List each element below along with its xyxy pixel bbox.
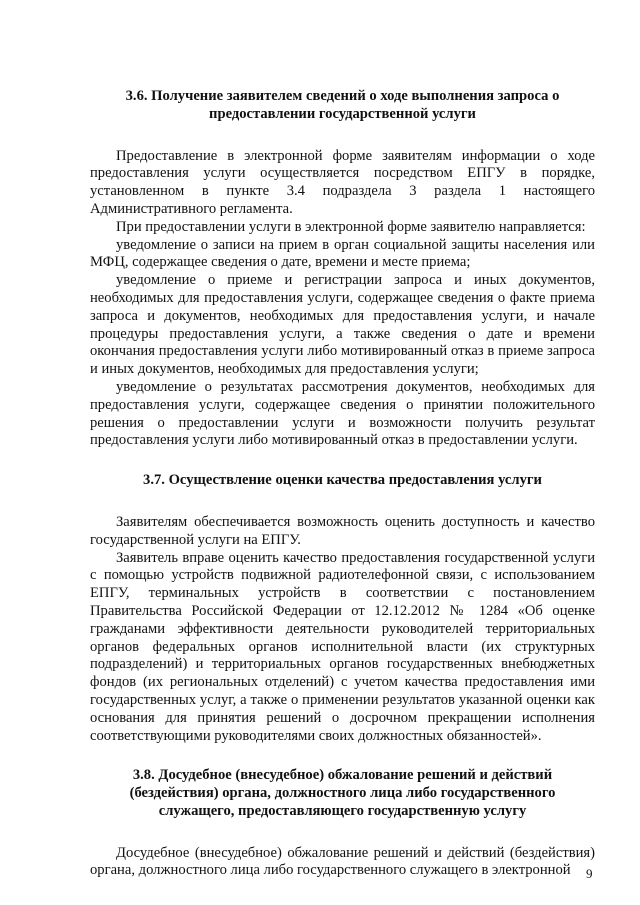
paragraph: При предоставлении услуги в электронной форме заявителю направляется:: [116, 218, 586, 235]
paragraph: уведомление о записи на прием в орган социальной защиты населения или МФЦ, содержащее сведения о дате, времени и месте приема;: [90, 236, 595, 271]
section-heading-3-8: 3.8. Досудебное (внесудебное) обжалование решений и действий (бездействия) органа, должностного лица либо государственного служащего, предоставляющего государственную услугу: [129, 767, 556, 819]
paragraph: Заявитель вправе оценить качество предоставления государственной услуги с помощью устройств подвижной радиотелефонной связи, с использованием ЕПГУ, терминальных устройств в соответствии с постановлением Правительства Российской Федерации от 12.12.2012 № 1284 «Об оценке гражданами эффективности деятельности руководителей территориальных органов федеральных органов исполнительной власти (их структурных подразделений) и территориальных органов государственных внебюджетных фондов (их региональных отделений) с учетом качества предоставления ими государственных услуг, а также о применении результатов указанной оценки как основания для принятия решений о досрочном прекращении исполнения соответствующими руководителями своих должностных обязанностей».: [90, 549, 595, 744]
paragraph: Предоставление в электронной форме заявителям информации о ходе предоставления услуги осуществляется посредством ЕПГУ в порядке, установленном в пункте 3.4 подраздела 3 раздела 1 настоящего Административного регламента.: [90, 147, 595, 217]
paragraph: Досудебное (внесудебное) обжалование решений и действий (бездействия) органа, должностного лица либо государственного служащего в электронной: [90, 844, 595, 879]
paragraph: уведомление о приеме и регистрации запроса и иных документов, необходимых для предоставления услуги, содержащее сведения о факте приема запроса и документов, необходимых для предоставления услуги, и начале процедуры предоставления услуги, а также сведения о дате и времени окончания предоставления услуги либо мотивированный отказ в приеме запроса и иных документов, необходимых для предоставления услуги;: [90, 272, 595, 378]
section-heading-3-7: 3.7. Осуществление оценки качества предоставления услуги: [143, 472, 542, 489]
section-heading-3-6: 3.6. Получение заявителем сведений о ходе выполнения запроса о предоставлении государственной услуги: [125, 88, 560, 122]
paragraph: уведомление о результатах рассмотрения документов, необходимых для предоставления услуги, содержащее сведения о принятии положительного решения о предоставлении услуги и возможности получить результат предоставления услуги либо мотивированный отказ в предоставлении услуги.: [90, 378, 595, 449]
paragraph: Заявителям обеспечивается возможность оценить доступность и качество государственной услуги на ЕПГУ.: [90, 513, 595, 548]
page-content: [90, 88, 595, 880]
page-number: 9: [586, 866, 593, 881]
